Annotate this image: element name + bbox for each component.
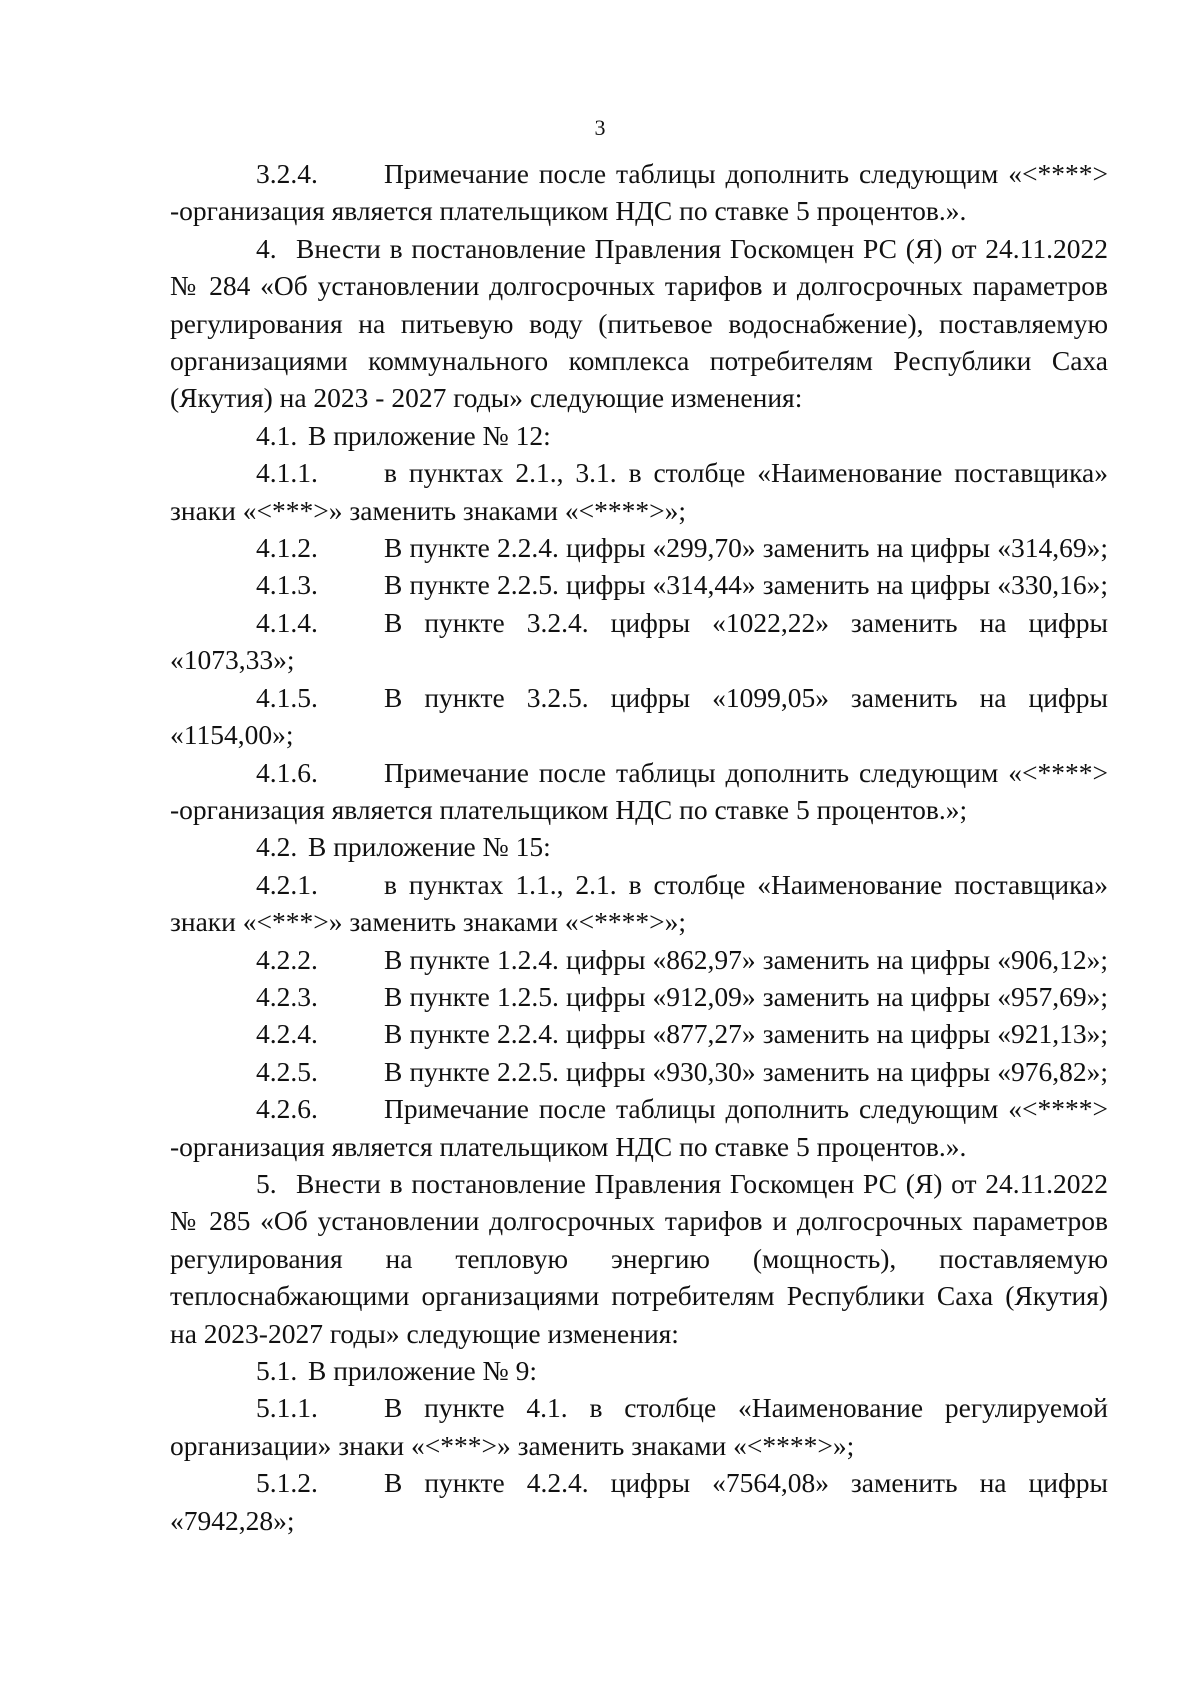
- page-number: 3: [594, 115, 606, 140]
- paragraph-5-1-1: [170, 1389, 1108, 1464]
- item-text: В пункте 2.2.5. цифры «314,44» заменить на цифры «330,16»;: [384, 569, 1108, 601]
- paragraph-4-2-1: [170, 866, 1108, 941]
- item-text: Примечание после таблицы дополнить следующим «<****> -организация является плательщиком НДС по ставке 5 процентов.»;: [170, 756, 1108, 825]
- item-number: 4.2.: [256, 831, 298, 863]
- paragraph-5-1: [170, 1352, 1108, 1389]
- document-body: [170, 155, 1108, 1539]
- paragraph-3-2-4: [170, 155, 1108, 230]
- item-number: 4.1.: [256, 419, 298, 451]
- paragraph-5-1-2: [170, 1464, 1108, 1539]
- item-text: В пункте 4.1. в столбце «Наименование регулируемой организации» знаки «<***>» заменить знаками «<****>»;: [170, 1392, 1108, 1461]
- item-number: 4.1.4.: [256, 606, 318, 638]
- paragraph-4: [170, 230, 1108, 417]
- item-number: 4.1.3.: [256, 569, 318, 601]
- item-text: в пунктах 1.1., 2.1. в столбце «Наименование поставщика» знаки «<***>» заменить знаками «<****>»;: [170, 868, 1108, 938]
- item-text: В приложение № 15:: [308, 831, 551, 863]
- paragraph-4-1-4: [170, 604, 1108, 679]
- paragraph-4-1-5: [170, 679, 1108, 754]
- item-number: 4.2.4.: [256, 1018, 318, 1050]
- paragraph-4-1: [170, 417, 1108, 454]
- item-number: 4.1.1.: [256, 457, 318, 489]
- paragraph-4-2-6: [170, 1090, 1108, 1165]
- item-number: 4.1.5.: [256, 681, 318, 713]
- item-number: 4.2.1.: [256, 868, 318, 900]
- item-number: 5.1.2.: [256, 1467, 318, 1499]
- paragraph-5: [170, 1165, 1108, 1352]
- paragraph-4-2-3: [170, 978, 1108, 1015]
- item-number: 4.1.6.: [256, 756, 318, 788]
- item-number: 4.2.2.: [256, 943, 318, 975]
- item-text: В пункте 3.2.5. цифры «1099,05» заменить на цифры «1154,00»;: [170, 681, 1108, 751]
- item-text: В пункте 1.2.4. цифры «862,97» заменить на цифры «906,12»;: [384, 943, 1108, 975]
- item-number: 4.2.5.: [256, 1055, 318, 1087]
- item-number: 5.: [256, 1167, 277, 1199]
- item-text: В приложение № 12:: [308, 419, 551, 451]
- item-text: в пунктах 2.1., 3.1. в столбце «Наименование поставщика» знаки «<***>» заменить знаками «<****>»;: [170, 457, 1108, 526]
- paragraph-4-1-2: [170, 529, 1108, 566]
- item-text: В приложение № 9:: [308, 1355, 538, 1386]
- paragraph-4-1-6: [170, 754, 1108, 829]
- item-text: В пункте 1.2.5. цифры «912,09» заменить на цифры «957,69»;: [384, 980, 1108, 1012]
- paragraph-4-2-2: [170, 941, 1108, 978]
- item-text: Внести в постановление Правления Госкомцен РС (Я) от 24.11.2022 № 285 «Об установлении долгосрочных тарифов и долгосрочных параметров регулирования на тепловую энергию (мощность), поставляемую теплоснабжающими организациями потребителям Республики Саха (Якутия) на 2023-2027 годы» следующие изменения:: [170, 1167, 1108, 1349]
- item-text: В пункте 2.2.4. цифры «299,70» заменить на цифры «314,69»;: [384, 532, 1108, 564]
- paragraph-4-2-4: [170, 1015, 1108, 1052]
- paragraph-4-1-1: [170, 454, 1108, 529]
- paragraph-4-1-3: [170, 566, 1108, 603]
- item-number: 4.2.3.: [256, 980, 318, 1012]
- item-number: 5.1.: [256, 1355, 298, 1386]
- item-number: 4.1.2.: [256, 532, 318, 564]
- item-text: В пункте 4.2.4. цифры «7564,08» заменить на цифры «7942,28»;: [170, 1467, 1108, 1536]
- item-text: Примечание после таблицы дополнить следующим «<****> -организация является плательщиком НДС по ставке 5 процентов.».: [170, 1093, 1108, 1162]
- item-text: Примечание после таблицы дополнить следующим «<****> -организация является плательщиком НДС по ставке 5 процентов.».: [170, 158, 1108, 227]
- item-text: В пункте 2.2.5. цифры «930,30» заменить на цифры «976,82»;: [384, 1055, 1108, 1087]
- item-text: Внести в постановление Правления Госкомцен РС (Я) от 24.11.2022 № 284 «Об установлении долгосрочных тарифов и долгосрочных параметров регулирования на питьевую воду (питьевое водоснабжение), поставляемую организациями коммунального комплекса потребителям Республики Саха (Якутия) на 2023 - 2027 годы» следующие изменения:: [170, 232, 1108, 414]
- item-number: 5.1.1.: [256, 1392, 318, 1424]
- item-number: 3.2.4.: [256, 158, 318, 189]
- item-number: 4.2.6.: [256, 1093, 318, 1125]
- paragraph-4-2: [170, 828, 1108, 865]
- paragraph-4-2-5: [170, 1053, 1108, 1090]
- item-text: В пункте 2.2.4. цифры «877,27» заменить на цифры «921,13»;: [384, 1018, 1108, 1050]
- item-text: В пункте 3.2.4. цифры «1022,22» заменить на цифры «1073,33»;: [170, 606, 1108, 676]
- item-number: 4.: [256, 232, 277, 264]
